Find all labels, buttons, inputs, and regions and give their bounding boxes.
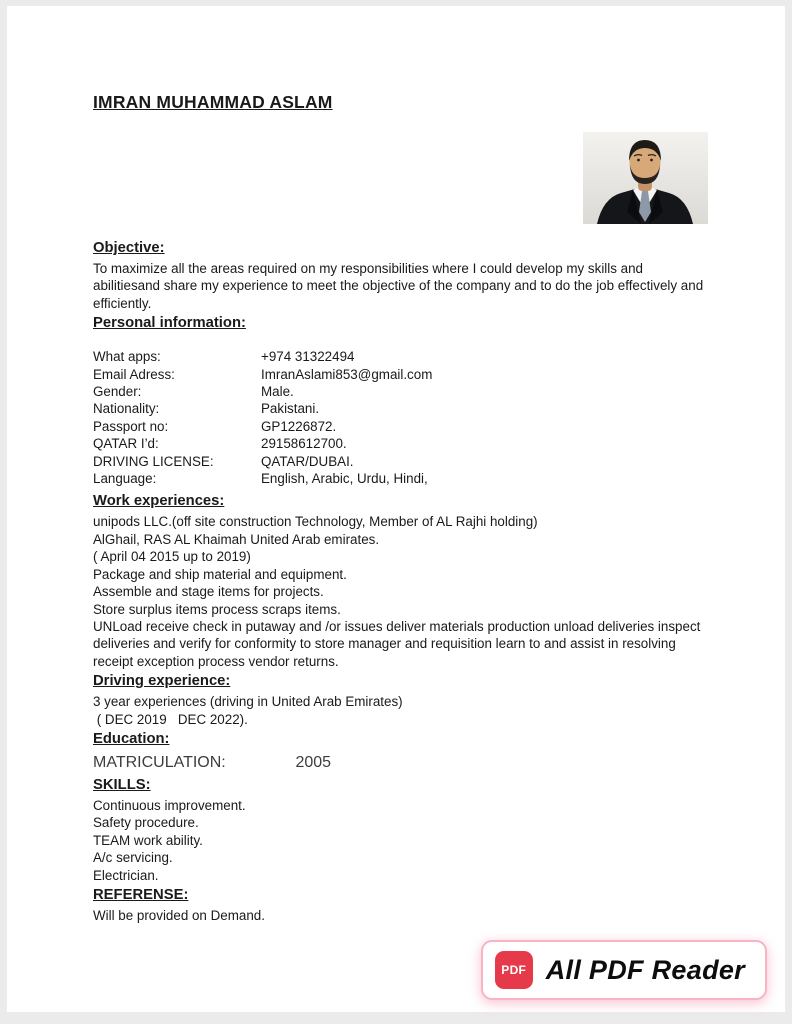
info-row-passport: [93, 418, 705, 435]
info-label: Nationality:: [93, 401, 160, 417]
skill-line: Safety procedure.: [93, 815, 199, 831]
driving-experience-section: [93, 672, 705, 728]
skill-line: Electrician.: [93, 867, 159, 883]
info-label: Email Adress:: [93, 366, 175, 382]
info-row-nationality: [93, 400, 705, 417]
personal-info-heading: Personal information:: [93, 315, 246, 332]
objective-body: To maximize all the areas required on my responsibilities where I could develop my skills and abilitiesand share my experience to meet the objective of the company and to do the job effectively and efficiently.: [93, 261, 704, 311]
personal-info-section: [93, 314, 705, 487]
pdf-icon-label: PDF: [501, 963, 527, 977]
all-pdf-reader-label: All PDF Reader: [545, 954, 745, 985]
info-label: DRIVING LICENSE:: [93, 453, 214, 469]
info-label: Gender:: [93, 384, 142, 400]
info-value: Male.: [261, 384, 294, 400]
work-experience-heading: Work experiences:: [93, 493, 225, 510]
info-value: QATAR/DUBAI.: [261, 453, 354, 469]
education-value: 2005: [295, 753, 332, 771]
work-line: ( April 04 2015 up to 2019): [93, 549, 251, 565]
driving-line: 3 year experiences (driving in United Arab Emirates): [93, 694, 403, 710]
work-line: UNLoad receive check in putaway and /or issues deliver materials production unload deliveries inspect deliveries and verify for conformity to store manager and requisition learn to and assist in resolving receipt exception process vendor returns.: [93, 618, 701, 669]
personal-info-rows: [93, 348, 705, 487]
work-line: Package and ship material and equipment.: [93, 566, 347, 582]
education-label: MATRICULATION:: [93, 753, 226, 771]
driving-experience-heading: Driving experience:: [93, 673, 231, 690]
reference-heading: REFERENSE:: [93, 886, 189, 903]
info-row-language: [93, 470, 705, 487]
driving-line: ( DEC 2019 DEC 2022).: [93, 711, 248, 727]
work-line: AlGhail, RAS AL Khaimah United Arab emirates.: [93, 531, 380, 547]
work-line: Assemble and stage items for projects.: [93, 584, 324, 600]
skill-line: A/c servicing.: [93, 850, 173, 866]
work-line: Store surplus items process scraps items.: [93, 601, 341, 617]
info-row-qatar-id: [93, 435, 705, 452]
objective-section: [93, 239, 705, 312]
all-pdf-reader-badge: [481, 940, 767, 1000]
info-row-driving-license: [93, 453, 705, 470]
resume-page: [7, 6, 785, 1012]
skill-line: TEAM work ability.: [93, 832, 203, 848]
info-value: +974 31322494: [261, 349, 355, 365]
work-line: unipods LLC.(off site construction Technology, Member of AL Rajhi holding): [93, 514, 538, 530]
skills-section: [93, 776, 705, 884]
pdf-icon: [495, 951, 533, 989]
education-heading: Education:: [93, 730, 170, 747]
skills-heading: SKILLS:: [93, 776, 151, 793]
objective-heading: Objective:: [93, 240, 165, 256]
reference-line: Will be provided on Demand.: [93, 907, 265, 923]
info-value: Pakistani.: [261, 401, 320, 417]
info-label: Passport no:: [93, 418, 169, 434]
work-experience-section: [93, 492, 705, 670]
info-value: GP1226872.: [261, 418, 337, 434]
info-row-email: [93, 366, 705, 383]
skill-line: Continuous improvement.: [93, 797, 246, 813]
info-label: What apps:: [93, 349, 161, 365]
info-value: English, Arabic, Urdu, Hindi,: [261, 471, 428, 487]
education-line: [93, 752, 705, 773]
info-row-whatsapp: [93, 348, 705, 365]
info-value: ImranAslami853@gmail.com: [261, 366, 433, 382]
info-value: 29158612700.: [261, 436, 347, 452]
info-label: QATAR I’d:: [93, 436, 159, 452]
education-section: [93, 730, 705, 773]
info-label: Language:: [93, 471, 157, 487]
resume-content: [7, 6, 785, 924]
resume-name: IMRAN MUHAMMAD ASLAM: [93, 92, 333, 112]
info-row-gender: [93, 383, 705, 400]
reference-section: [93, 886, 705, 924]
